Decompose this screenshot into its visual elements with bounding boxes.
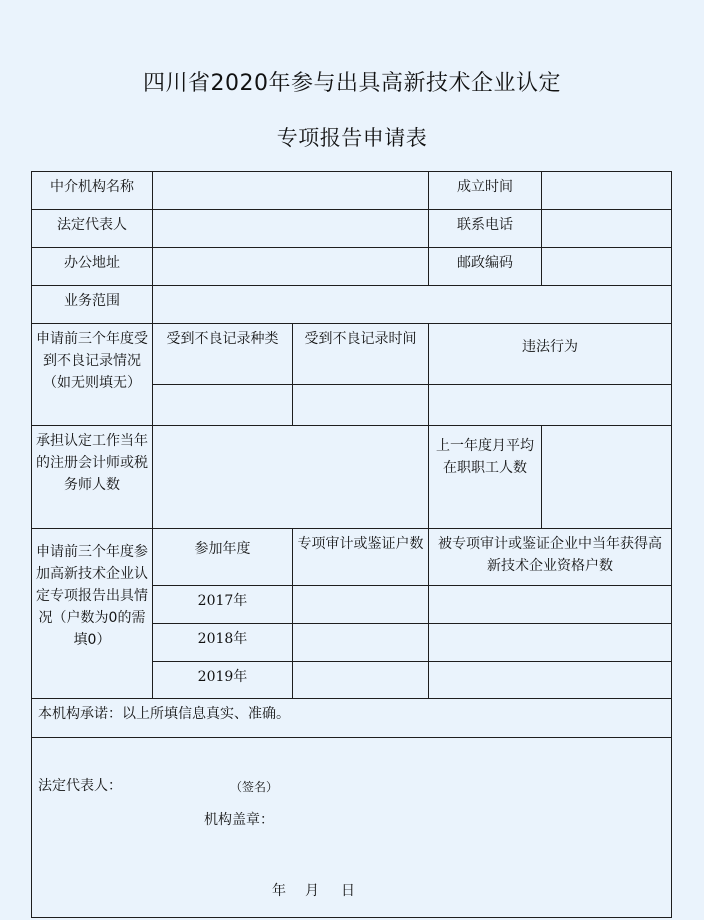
business-scope-label: 业务范围 [31, 285, 153, 324]
business-scope-field[interactable] [152, 285, 672, 324]
seal-label: 机构盖章： [204, 812, 274, 828]
form-title-line1: 四川省2020年参与出具高新技术企业认定 [143, 71, 561, 96]
qualified-count-2017-field[interactable] [428, 585, 672, 624]
audit-count-header: 专项审计或鉴证户数 [292, 528, 429, 586]
violation-header: 违法行为 [428, 323, 672, 385]
contact-phone-label: 联系电话 [428, 209, 542, 248]
contact-phone-field[interactable] [541, 209, 672, 248]
participation-label: 申请前三个年度参加高新技术企业认定专项报告出具情况（户数为0的需填0） [31, 528, 153, 699]
bad-record-time-field[interactable] [292, 384, 429, 426]
accountants-label: 承担认定工作当年的注册会计师或税务师人数 [31, 425, 153, 529]
office-address-field[interactable] [152, 247, 429, 286]
year-2017-label: 2017年 [152, 585, 293, 624]
avg-employees-field[interactable] [541, 425, 672, 529]
legal-rep-field[interactable] [152, 209, 429, 248]
office-address-label: 办公地址 [31, 247, 153, 286]
qualified-count-header: 被专项审计或鉴证企业中当年获得高新技术企业资格户数 [428, 528, 672, 586]
founded-date-label: 成立时间 [428, 171, 542, 210]
bad-record-label: 申请前三个年度受到不良记录情况（如无则填无） [31, 323, 153, 426]
legal-rep-label: 法定代表人 [31, 209, 153, 248]
agency-name-field[interactable] [152, 171, 429, 210]
date-month-label: 月 [305, 883, 319, 899]
violation-field[interactable] [428, 384, 672, 426]
audit-count-2018-field[interactable] [292, 623, 429, 662]
qualified-count-2018-field[interactable] [428, 623, 672, 662]
legal-rep-sign-label: 法定代表人： [38, 778, 122, 794]
year-2018-label: 2018年 [152, 623, 293, 662]
postal-code-label: 邮政编码 [428, 247, 542, 286]
year-header: 参加年度 [152, 528, 293, 586]
signature-block [31, 737, 672, 918]
avg-employees-label: 上一年度月平均在职职工人数 [428, 425, 542, 529]
bad-record-type-header: 受到不良记录种类 [152, 323, 293, 385]
audit-count-2017-field[interactable] [292, 585, 429, 624]
postal-code-field[interactable] [541, 247, 672, 286]
agency-name-label: 中介机构名称 [31, 171, 153, 210]
year-2019-label: 2019年 [152, 661, 293, 699]
qualified-count-2019-field[interactable] [428, 661, 672, 699]
bad-record-type-field[interactable] [152, 384, 293, 426]
sign-note: （签名） [230, 780, 279, 794]
bad-record-time-header: 受到不良记录时间 [292, 323, 429, 385]
audit-count-2019-field[interactable] [292, 661, 429, 699]
date-day-label: 日 [341, 883, 355, 899]
founded-date-field[interactable] [541, 171, 672, 210]
date-year-label: 年 [272, 883, 286, 899]
commitment-statement: 本机构承诺：以上所填信息真实、准确。 [31, 698, 672, 738]
form-title-line2: 专项报告申请表 [276, 126, 428, 150]
accountants-field[interactable] [152, 425, 429, 529]
